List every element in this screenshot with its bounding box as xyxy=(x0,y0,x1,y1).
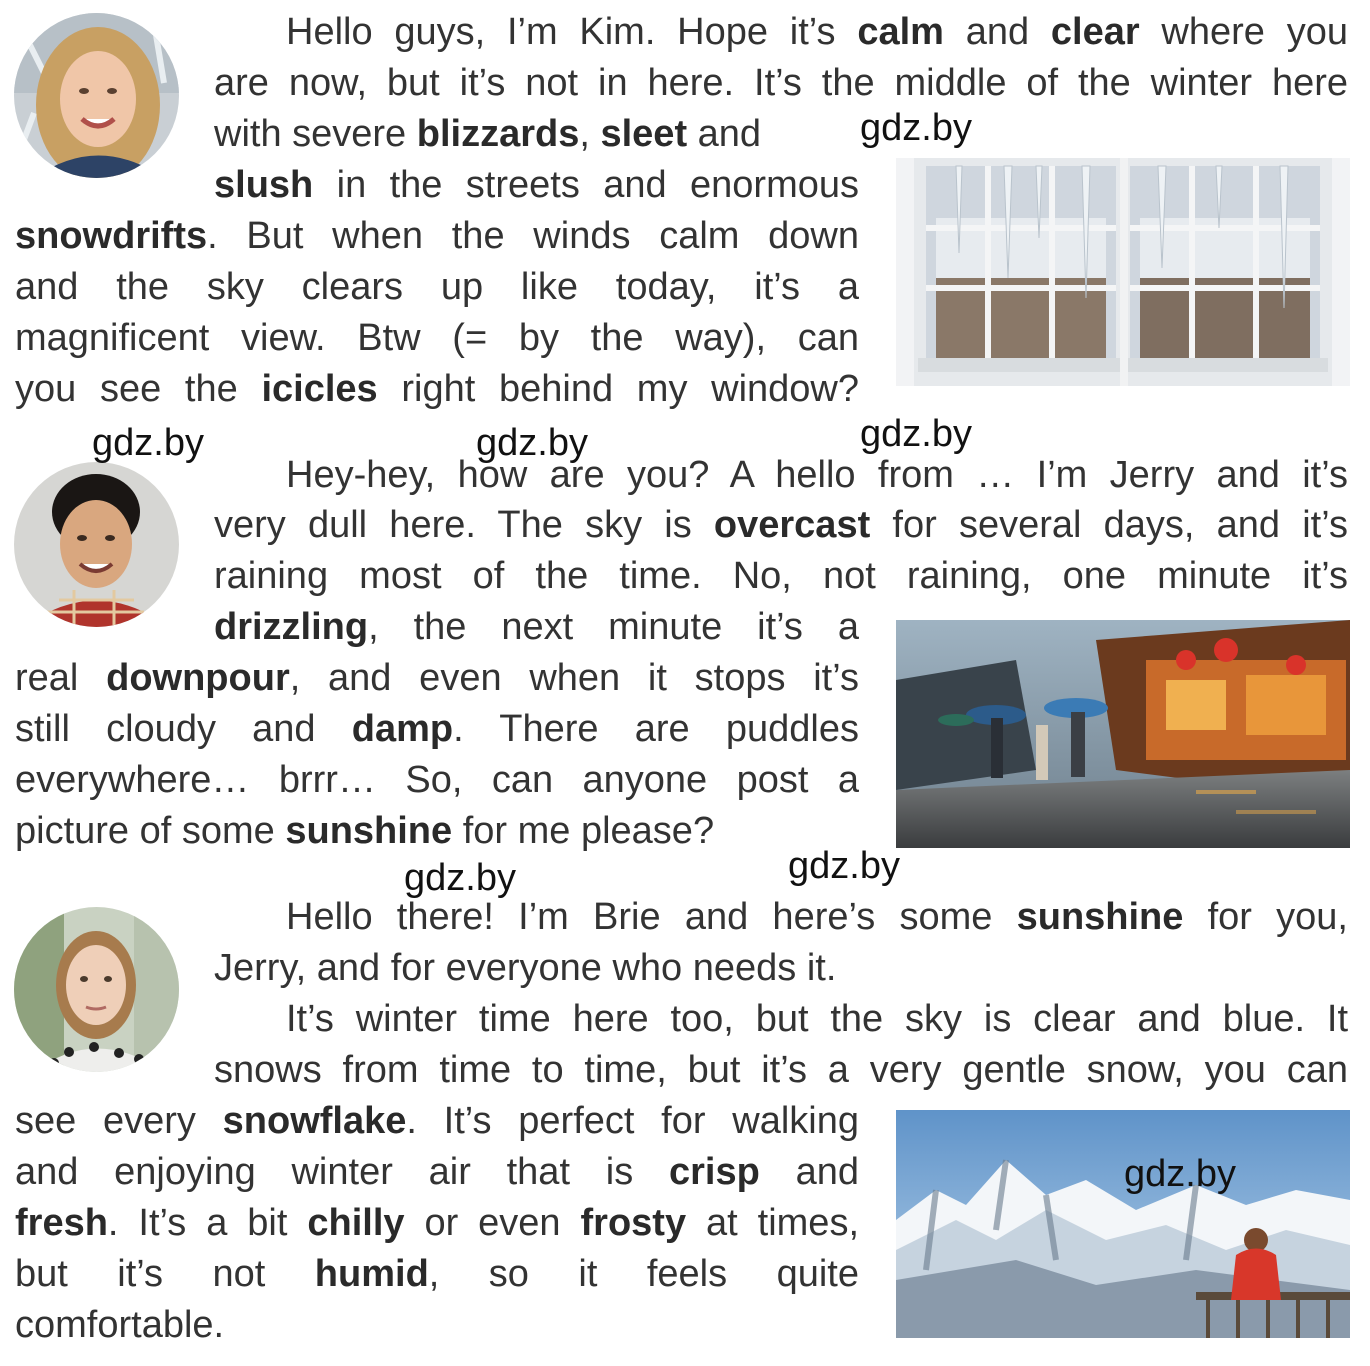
post-line: you see the icicles right behind my window? xyxy=(15,368,859,410)
key-word: chilly xyxy=(307,1202,405,1244)
post-line: and the sky clears up like today, it’s a xyxy=(15,266,859,308)
key-word: calm xyxy=(857,11,944,53)
watermark-text: gdz.by xyxy=(1124,1153,1236,1195)
key-word: damp xyxy=(351,708,454,750)
post-line: very dull here. The sky is overcast for several days, and it’s xyxy=(214,504,1348,546)
post-line: Hey-hey, how are you? A hello from … I’m Jerry and it’s xyxy=(286,454,1348,496)
key-word: snowdrifts xyxy=(15,215,208,257)
post-line: slush in the streets and enormous xyxy=(214,164,859,206)
key-word: humid xyxy=(314,1253,429,1295)
key-word: sleet xyxy=(600,113,688,155)
post-line: but it’s not humid, so it feels quite xyxy=(15,1253,859,1295)
key-word: overcast xyxy=(713,504,871,546)
key-word: clear xyxy=(1050,11,1140,53)
snowy-mountains-photo xyxy=(896,1110,1350,1338)
kim-avatar-image xyxy=(14,13,179,178)
post-line: snows from time to time, but it’s a very gentle snow, you can xyxy=(214,1049,1348,1091)
post-line: raining most of the time. No, not raining, one minute it’s xyxy=(214,555,1348,597)
post-line: Hello guys, I’m Kim. Hope it’s calm and clear where you xyxy=(286,11,1348,53)
post-line: picture of some sunshine for me please? xyxy=(15,810,715,852)
key-word: fresh xyxy=(15,1202,108,1244)
watermark-text: gdz.by xyxy=(860,107,972,149)
post-line: drizzling, the next minute it’s a xyxy=(214,606,859,648)
key-word: crisp xyxy=(668,1151,760,1193)
post-line: It’s winter time here too, but the sky is clear and blue. It xyxy=(286,998,1348,1040)
post-line: Hello there! I’m Brie and here’s some sunshine for you, xyxy=(286,896,1348,938)
post-line: and enjoying winter air that is crisp and xyxy=(15,1151,859,1193)
key-word: blizzards xyxy=(416,113,580,155)
post-line: real downpour, and even when it stops it’s xyxy=(15,657,859,699)
post-line: comfortable. xyxy=(15,1304,225,1346)
watermark-text: gdz.by xyxy=(476,422,588,464)
post-line: with severe blizzards, sleet and xyxy=(214,113,762,155)
key-word: drizzling xyxy=(214,606,369,648)
post-line: are now, but it’s not in here. It’s the middle of the winter here xyxy=(214,62,1348,104)
key-word: sunshine xyxy=(285,810,453,852)
jerry-avatar-image xyxy=(14,462,179,627)
watermark-text: gdz.by xyxy=(860,413,972,455)
post-line: still cloudy and damp. There are puddles xyxy=(15,708,859,750)
watermark-text: gdz.by xyxy=(788,845,900,887)
key-word: icicles xyxy=(261,368,378,410)
post-line: magnificent view. Btw (= by the way), can xyxy=(15,317,859,359)
watermark-text: gdz.by xyxy=(92,422,204,464)
post-line: everywhere… brrr… So, can anyone post a xyxy=(15,759,859,801)
key-word: frosty xyxy=(580,1202,687,1244)
window-icicles-photo xyxy=(896,158,1350,386)
brie-avatar-image xyxy=(14,907,179,1072)
watermark-text: gdz.by xyxy=(404,857,516,899)
key-word: snowflake xyxy=(222,1100,407,1142)
key-word: slush xyxy=(214,164,314,206)
post-line: snowdrifts. But when the winds calm down xyxy=(15,215,859,257)
key-word: sunshine xyxy=(1016,896,1184,938)
post-line: see every snowflake. It’s perfect for walking xyxy=(15,1100,859,1142)
post-line: Jerry, and for everyone who needs it. xyxy=(214,947,837,989)
rainy-street-photo xyxy=(896,620,1350,848)
key-word: downpour xyxy=(106,657,290,699)
post-line: fresh. It’s a bit chilly or even frosty at times, xyxy=(15,1202,859,1244)
